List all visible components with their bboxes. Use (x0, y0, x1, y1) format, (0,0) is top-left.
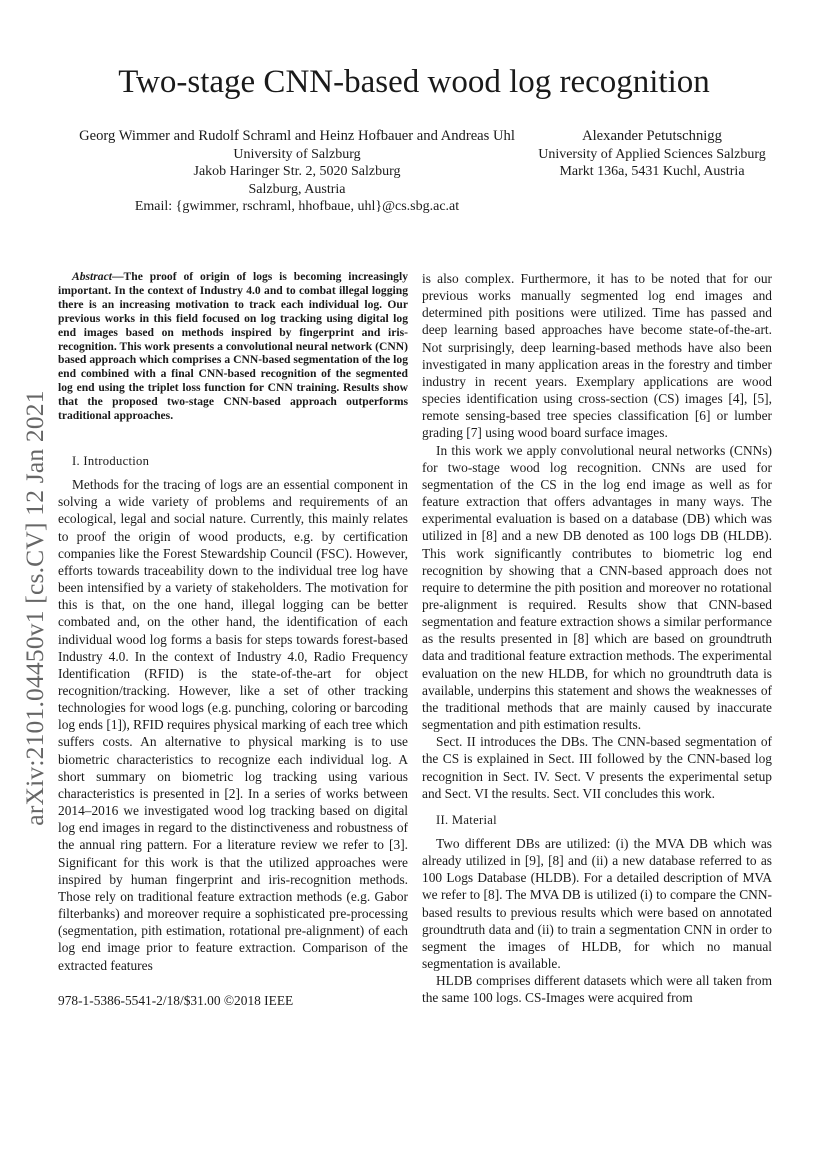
email-line[interactable]: Email: {gwimmer, rschraml, hhofbaue, uhl}@cs.sbg.ac.at (134, 199, 460, 214)
section-heading-introduction: I. Introduction (72, 453, 150, 468)
left-column (58, 270, 408, 1009)
right-column (422, 270, 772, 1007)
footer: 978-1-5386-5541-2/18/$31.00 ©2018 IEEE (58, 992, 294, 1008)
address-left: Jakob Haringer Str. 2, 5020 Salzburg (193, 164, 401, 179)
section-heading-material: II. Material (436, 812, 497, 827)
address-right: Markt 136a, 5431 Kuchl, Austria (559, 164, 745, 179)
abstract-label: Abstract (72, 270, 112, 283)
arxiv-stamp (12, 368, 58, 848)
material-paragraph-1: Two different DBs are utilized: (i) the MVA DB which was already utilized in [9], [8] and (ii) a new database referred to as 100 Logs Database (HLDB). For a detailed description of MVA we refer to [8]. The MVA DB is utilized (i) to compare the CNN-based results to previous results which were based on annotated groundtruth data and (ii) to train a segmentation CNN in order to segment the images of HLDB, for which no manual segmentation is available. (422, 836, 772, 972)
institution-right: University of Applied Sciences Salzburg (538, 146, 766, 162)
affiliation-left (58, 128, 536, 216)
paper-title: Two-stage CNN-based wood log recognition (118, 64, 710, 100)
intro-paragraph-1-continued: is also complex. Furthermore, it has to be noted that for our previous works manually segmented log end images and determined pith positions were utilized. Time has passed and deep learning based approaches have become state-of-the-art. Not surprisingly, deep learning-based methods have also been investigated in many application areas in the forestry and timber industry in recent years. Exemplary applications are wood species identification using cross-section (CS) images [4], [5], remote sensing-based tree species classification [6] or lumber grading [7] using wood board surface images. (422, 271, 772, 441)
intro-paragraph-3: Sect. II introduces the DBs. The CNN-based segmentation of the CS is explained in Sect. III followed by the CNN-based log recognition in Sect. IV. Sect. V presents the experimental setup and Sect. VI the results. Sect. VII concludes this work. (422, 734, 772, 801)
intro-paragraph-2: In this work we apply convolutional neural networks (CNNs) for two-stage wood log recognition. CNNs are used for segmentation of the CS in the log end image as well as for feature extraction that offers advantages in many ways. The experimental evaluation is based on a database (DB) which was utilized in [8] and a new DB denoted as 100 logs DB (HLDB). This work significantly contributes to biometric log end recognition by showing that a CNN-based approach does not require to determine the pith position and moreover no rotational pre-alignment is required. Results show that CNN-based segmentation and feature extraction shows a similar performance as the results presented in [8] which are based on groundtruth data and traditional feature extraction methods. The experimental evaluation on the new HLDB, for which no groundtruth data is available, underpins this statement and shows the weaknesses of the traditional methods that are mainly caused by inaccurate segmentation and pith estimation results. (422, 442, 773, 733)
abstract-text: —The proof of origin of logs is becoming increasingly important. In the context of Industry 4.0 and to combat illegal logging there is an increasing motivation to track each individual log. Our previous works in this field focused on log tracking using digital log end images based on methods inspired by fingerprint and iris-recognition. This work presents a convolutional neural network (CNN) based approach which comprises a CNN-based segmentation of the log end combined with a final CNN-based recognition of the segmented log end using the triplet loss function for CNN training. Results show that the proposed two-stage CNN-based approach outperforms traditional approaches. (58, 270, 408, 423)
abstract (58, 270, 408, 423)
material-paragraph-2: HLDB comprises different datasets which were all taken from the same 100 logs. CS-Images were acquired from (422, 973, 772, 1006)
institution-left: University of Salzburg (233, 146, 361, 162)
city-left: Salzburg, Austria (248, 181, 346, 197)
authors-left: Georg Wimmer and Rudolf Schraml and Heinz Hofbauer and Andreas Uhl (79, 128, 515, 144)
intro-paragraph-1: Methods for the tracing of logs are an essential component in solving a wide variety of problems and requirements of an ecological, legal and social nature. Currently, this mainly relates to proof the origin of wood products, e.g. by certification companies like the Forest Stewardship Council (FSC). However, efforts towards traceability down to the individual tree log have been intensified by a variety of stakeholders. The motivation for this is that, on the one hand, illegal logging can be better combated and, on the other hand, the identification of each individual wood log forms a basis for steps towards forest-based Industry 4.0. In the context of Industry 4.0, Radio Frequency Identification (RFID) is the state-of-the-art for object recognition/tracking. However, like a set of other tracking technologies for wood logs (e.g. punching, coloring or barcoding log ends [1]), RFID requires physical marking of each tree which suffers costs. An alternative to physical marking is to use biometric characteristics to recognize each individual log. A short summary on biometric log tracking using various characteristics is presented in [2]. In a series of works between 2014–2016 we investigated wood log tracking based on digital log end images in regard to the distinctiveness and robustness of the annual ring pattern. For a literature review we refer to [3]. Significant for this work is that the utilized approaches were inspired by human fingerprint and iris-recognition methods. Those rely on traditional feature extraction methods (e.g. Gabor filterbanks) and moreover require a sophisticated pre-processing (segmentation, pith estimation, rotational pre-alignment) of each log end image prior to feature extraction. Comparison of the extracted features (58, 477, 408, 973)
affiliation-right (534, 128, 770, 181)
arxiv-stamp-text: arXiv:2101.04450v1 [cs.CV] 12 Jan 2021 (20, 390, 49, 826)
authors-right: Alexander Petutschnigg (582, 128, 722, 144)
